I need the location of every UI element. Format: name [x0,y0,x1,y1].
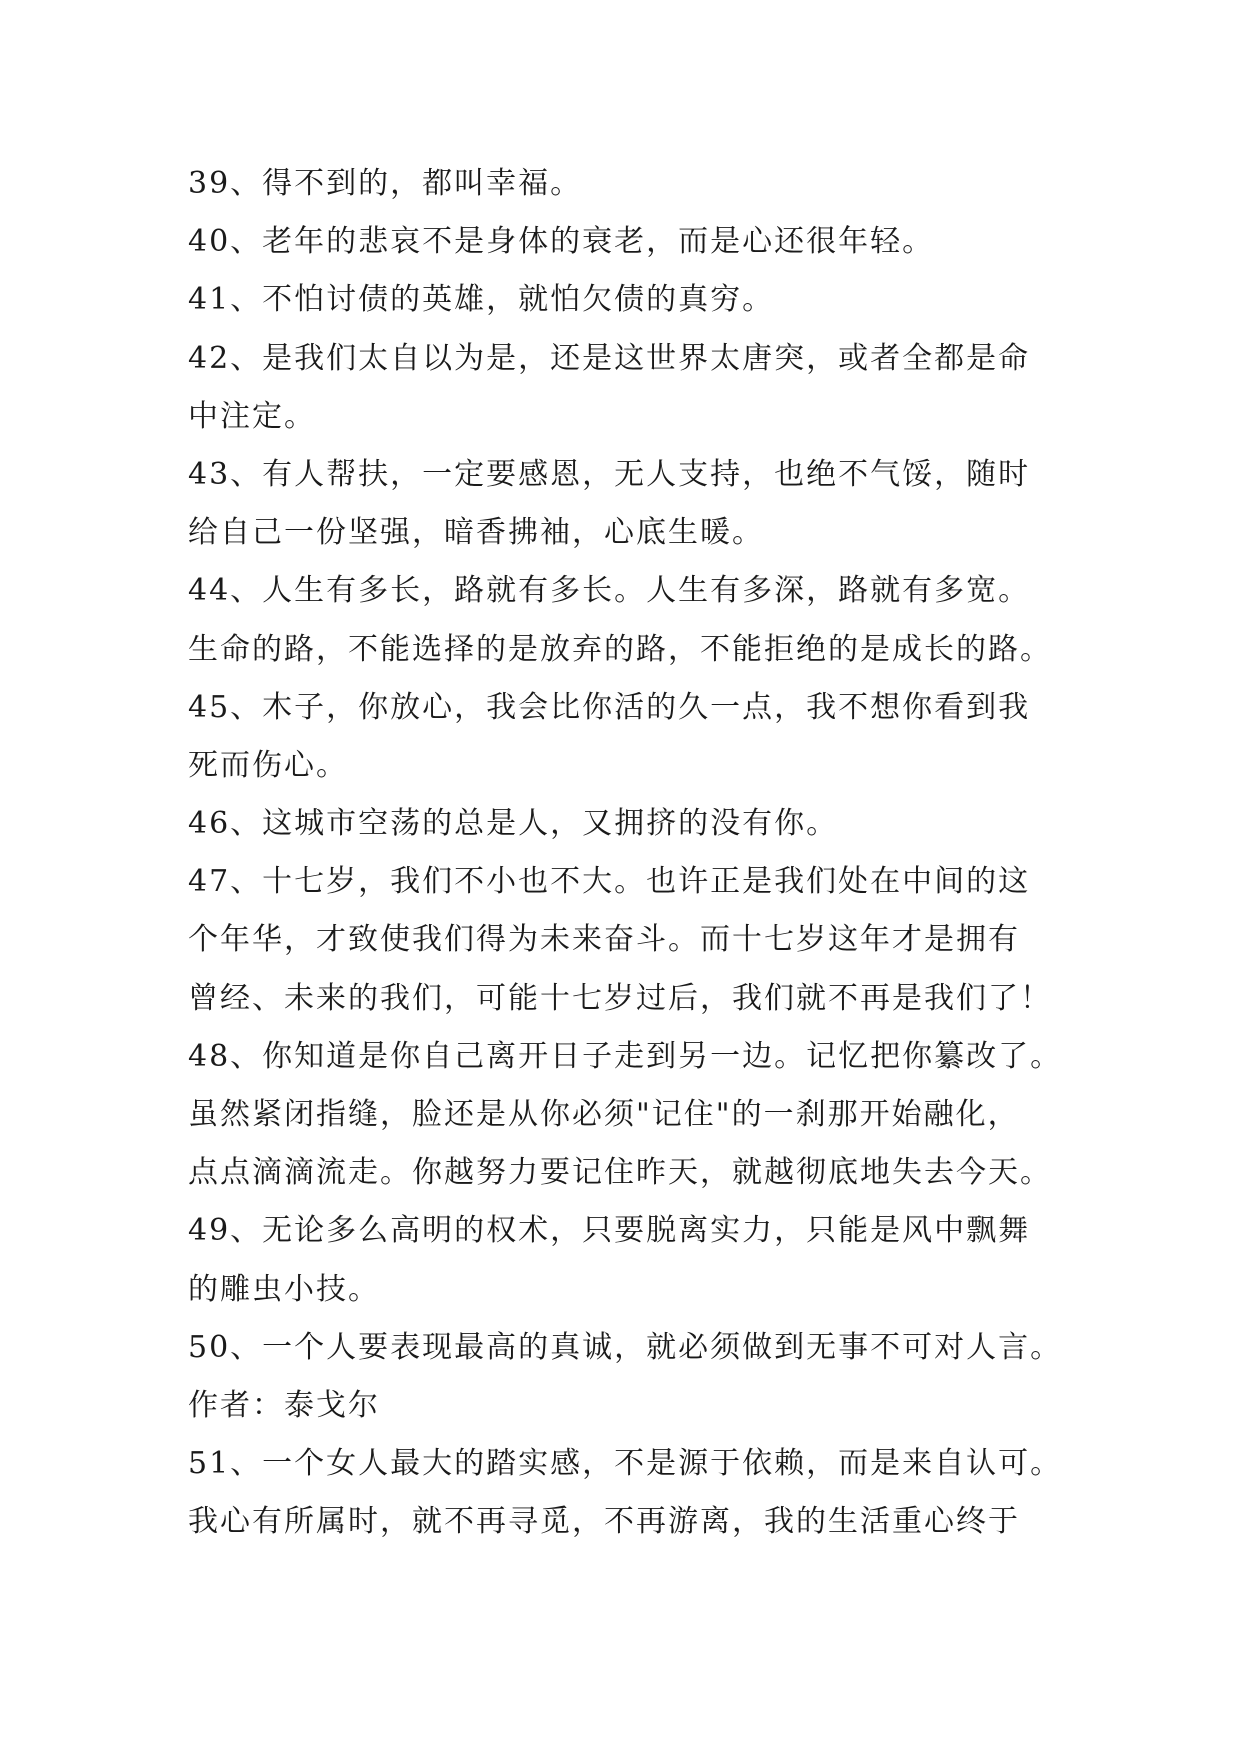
text-line: 51、一个女人最大的踏实感，不是源于依赖，而是来自认可。 [188,1446,1063,1482]
text-line: 48、你知道是你自己离开日子走到另一边。记忆把你纂改了。 [188,1038,1063,1074]
text-line: 给自己一份坚强，暗香拂袖，心底生暖。 [188,515,764,551]
text-line: 41、不怕讨债的英雄，就怕欠债的真穷。 [188,282,775,318]
text-line: 42、是我们太自以为是，还是这世界太唐突，或者全都是命 [188,340,1031,376]
text-line: 死而伤心。 [188,747,348,783]
text-line: 40、老年的悲哀不是身体的衰老，而是心还很年轻。 [188,224,935,260]
text-line: 49、无论多么高明的权术，只要脱离实力，只能是风中飘舞 [188,1213,1031,1249]
text-line: 47、十七岁，我们不小也不大。也许正是我们处在中间的这 [188,864,1031,900]
text-line: 43、有人帮扶，一定要感恩，无人支持，也绝不气馁，随时 [188,456,1031,492]
text-line: 中注定。 [188,398,316,434]
document-body [188,155,1088,1552]
text-line: 虽然紧闭指缝，脸还是从你必须"记住"的一刹那开始融化， [188,1097,1020,1132]
text-line: 我心有所属时，就不再寻觅，不再游离，我的生活重心终于 [188,1504,1020,1540]
text-line: 的雕虫小技。 [188,1271,380,1307]
text-line: 个年华，才致使我们得为未来奋斗。而十七岁这年才是拥有 [188,922,1020,958]
text-line: 39、得不到的，都叫幸福。 [188,166,583,201]
text-line: 生命的路，不能选择的是放弃的路，不能拒绝的是成长的路。 [188,631,1052,667]
text-line: 45、木子，你放心，我会比你活的久一点，我不想你看到我 [188,689,1031,725]
text-line: 点点滴滴流走。你越努力要记住昨天，就越彻底地失去今天。 [188,1155,1052,1191]
text-line: 46、这城市空荡的总是人，又拥挤的没有你。 [188,806,839,842]
text-line: 44、人生有多长，路就有多长。人生有多深，路就有多宽。 [188,573,1031,609]
text-line: 50、一个人要表现最高的真诚，就必须做到无事不可对人言。 [188,1329,1063,1365]
text-line: 曾经、未来的我们，可能十七岁过后，我们就不再是我们了！ [188,980,1052,1016]
text-line: 作者：泰戈尔 [188,1387,380,1423]
